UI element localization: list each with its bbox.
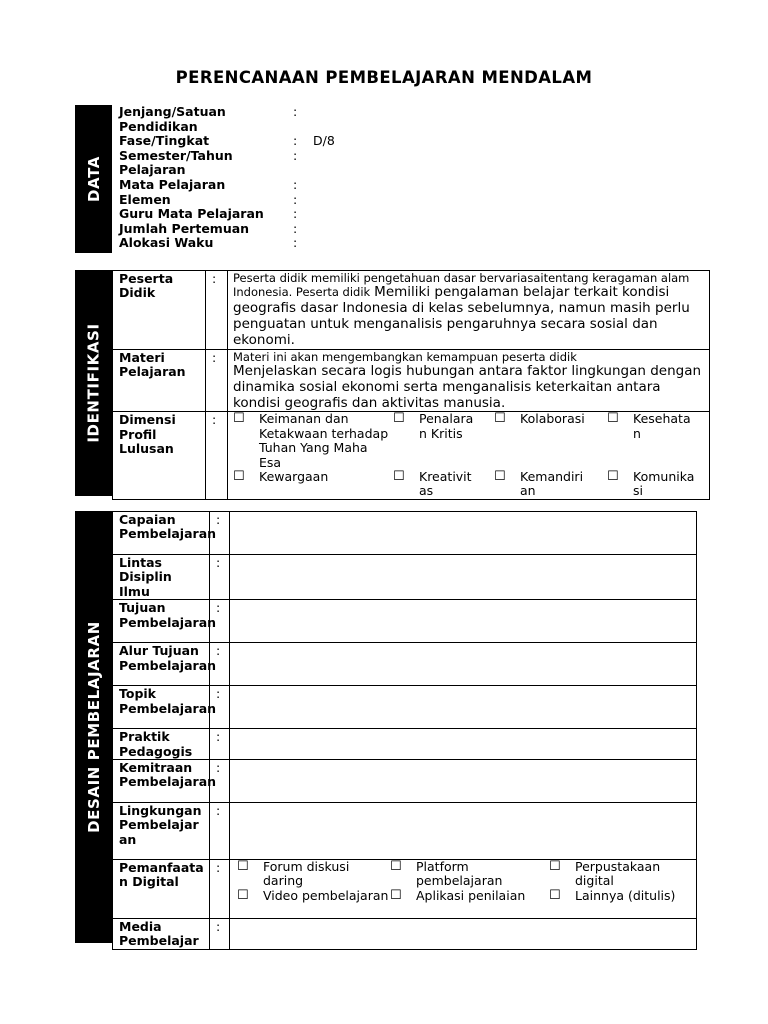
colon: : [210, 803, 230, 860]
row-value[interactable] [230, 803, 697, 860]
page-title: PERENCANAAN PEMBELAJARAN MENDALAM [175, 68, 593, 87]
colon: : [210, 555, 230, 600]
colon: : [206, 271, 228, 350]
checkbox-icon[interactable]: ☐ [237, 859, 249, 875]
row-label: Lintas Disiplin Ilmu [113, 555, 210, 600]
checkbox-icon[interactable]: ☐ [233, 469, 245, 485]
checkbox-icon[interactable]: ☐ [494, 411, 506, 427]
option-aplikasi-penilaian[interactable]: ☐ Aplikasi penilaian [390, 887, 526, 903]
row-value[interactable] [230, 600, 697, 643]
row-label: Alur Tujuan Pembelajaran [113, 643, 210, 686]
colon: : [210, 686, 230, 729]
table-row [113, 760, 697, 803]
section-label-desain: DESAIN PEMBELAJARAN [75, 511, 112, 943]
materi-text-big: Menjelaskan secara logis hubungan antara faktor lingkungan dengan dinamika sosial ekonomi serta menganalisis keterkaitan antara kondisi geografis dan aktivitas manusia. [233, 363, 702, 411]
data-block [119, 105, 719, 251]
data-label: Jenjang/Satuan Pendidikan [119, 104, 226, 134]
data-label: Guru Mata Pelajaran [119, 206, 264, 222]
table-row [113, 803, 697, 860]
peserta-label: Peserta Didik [113, 271, 206, 350]
row-value[interactable] [230, 686, 697, 729]
row-label: Lingkungan Pembelajaran [113, 803, 210, 860]
checkbox-icon[interactable]: ☐ [393, 469, 405, 485]
data-label: Alokasi Waku [119, 235, 214, 251]
row-label: Media Pembelajar [113, 919, 210, 950]
peserta-value [228, 271, 710, 350]
identifikasi-table [112, 270, 710, 500]
option-video[interactable]: ☐ Video pembelajaran [237, 887, 389, 903]
row-label: Capaian Pembelajaran [113, 512, 210, 555]
data-row [119, 207, 719, 222]
option-komunikasi[interactable]: ☐ Komunikasi [607, 469, 695, 499]
table-row [113, 643, 697, 686]
checkbox-icon[interactable]: ☐ [607, 411, 619, 427]
materi-label: Materi Pelajaran [113, 349, 206, 412]
colon: : [293, 220, 298, 236]
desain-table [112, 511, 697, 950]
table-row [113, 555, 697, 600]
dimensi-label: Dimensi Profil Lulusan [113, 412, 206, 500]
colon: : [206, 412, 228, 500]
data-row [119, 134, 719, 149]
data-row [119, 193, 719, 208]
row-value[interactable] [230, 555, 697, 600]
peserta-text-small: Peserta didik memiliki pengetahuan dasar bervariasaitentang keragaman alam Indonesia. Peserta didik [233, 271, 690, 300]
colon: : [293, 176, 298, 192]
checkbox-icon[interactable]: ☐ [390, 887, 402, 903]
colon: : [293, 191, 298, 207]
checkbox-icon[interactable]: ☐ [237, 887, 249, 903]
option-lainnya[interactable]: ☐ Lainnya (ditulis) [549, 887, 676, 903]
data-label: Elemen [119, 191, 171, 207]
row-value[interactable] [230, 919, 697, 950]
colon: : [210, 600, 230, 643]
colon: : [210, 919, 230, 950]
dimensi-options [228, 412, 710, 500]
table-row [113, 412, 710, 500]
table-row [113, 919, 697, 950]
colon: : [210, 512, 230, 555]
colon: : [210, 860, 230, 919]
data-row [119, 178, 719, 193]
row-value[interactable] [230, 760, 697, 803]
row-label: Pemanfaatan Digital [113, 860, 210, 919]
data-row [119, 236, 719, 251]
colon: : [293, 147, 298, 163]
checkbox-icon[interactable]: ☐ [390, 859, 402, 875]
checkbox-icon[interactable]: ☐ [233, 411, 245, 427]
row-label: Tujuan Pembelajaran [113, 600, 210, 643]
table-row [113, 271, 710, 350]
table-row [113, 729, 697, 760]
colon: : [210, 760, 230, 803]
materi-value [228, 349, 710, 412]
option-kemandirian[interactable]: ☐ Kemandirian [494, 469, 584, 499]
checkbox-icon[interactable]: ☐ [549, 887, 561, 903]
colon: : [293, 206, 298, 222]
data-label: Mata Pelajaran [119, 176, 226, 192]
colon: : [293, 104, 298, 119]
section-label-data: DATA [75, 105, 112, 253]
option-penalaran-kritis[interactable]: ☐ Penalaran Kritis [393, 412, 494, 470]
option-perpustakaan[interactable]: ☐ Perpustakaan digital [549, 859, 661, 889]
option-kolaborasi[interactable]: ☐ Kolaborasi [494, 412, 607, 470]
data-label: Fase/Tingkat [119, 133, 210, 149]
data-row [119, 105, 719, 134]
data-label: Jumlah Pertemuan [119, 220, 250, 236]
option-kesehatan[interactable]: ☐ Kesehatan [607, 412, 707, 470]
option-keimanan[interactable]: ☐ Keimanan dan Ketakwaan terhadap Tuhan Yang Maha Esa [233, 411, 389, 470]
checkbox-icon[interactable]: ☐ [607, 469, 619, 485]
table-row [113, 349, 710, 412]
table-row [113, 686, 697, 729]
table-row [113, 600, 697, 643]
row-label: Kemitraan Pembelajaran [113, 760, 210, 803]
checkbox-icon[interactable]: ☐ [393, 411, 405, 427]
checkbox-icon[interactable]: ☐ [549, 859, 561, 875]
colon: : [206, 349, 228, 412]
checkbox-icon[interactable]: ☐ [494, 469, 506, 485]
colon: : [293, 133, 298, 149]
option-kreativitas[interactable]: ☐ Kreativitas [393, 469, 472, 499]
digital-options [230, 860, 697, 919]
data-label: Semester/Tahun Pelajaran [119, 147, 233, 178]
section-label-identifikasi: IDENTIFIKASI [75, 270, 112, 496]
data-row [119, 149, 719, 178]
row-value[interactable] [230, 643, 697, 686]
colon: : [210, 643, 230, 686]
option-platform[interactable]: ☐ Platform pembelajaran [390, 859, 503, 889]
materi-text-small: Materi ini akan mengembangkan kemampuan peserta didik [233, 349, 577, 364]
row-label: Topik Pembelajaran [113, 686, 210, 729]
data-row [119, 222, 719, 237]
option-forum-diskusi[interactable]: ☐ Forum diskusi daring [237, 859, 350, 889]
row-value[interactable] [230, 729, 697, 760]
row-label: Praktik Pedagogis [113, 729, 210, 760]
data-value: D/8 [313, 133, 335, 149]
peserta-text-big: Memiliki pengalaman belajar terkait kondisi geografis dasar Indonesia di kelas sebelumnya, namun masih perlu penguatan untuk menganalisis pengaruhnya secara sosial dan ekonomi. [233, 284, 690, 348]
table-row [113, 512, 697, 555]
row-value[interactable] [230, 512, 697, 555]
colon: : [210, 729, 230, 760]
table-row [113, 860, 697, 919]
colon: : [293, 235, 298, 251]
option-kewargaan[interactable]: ☐ Kewargaan [233, 470, 393, 499]
